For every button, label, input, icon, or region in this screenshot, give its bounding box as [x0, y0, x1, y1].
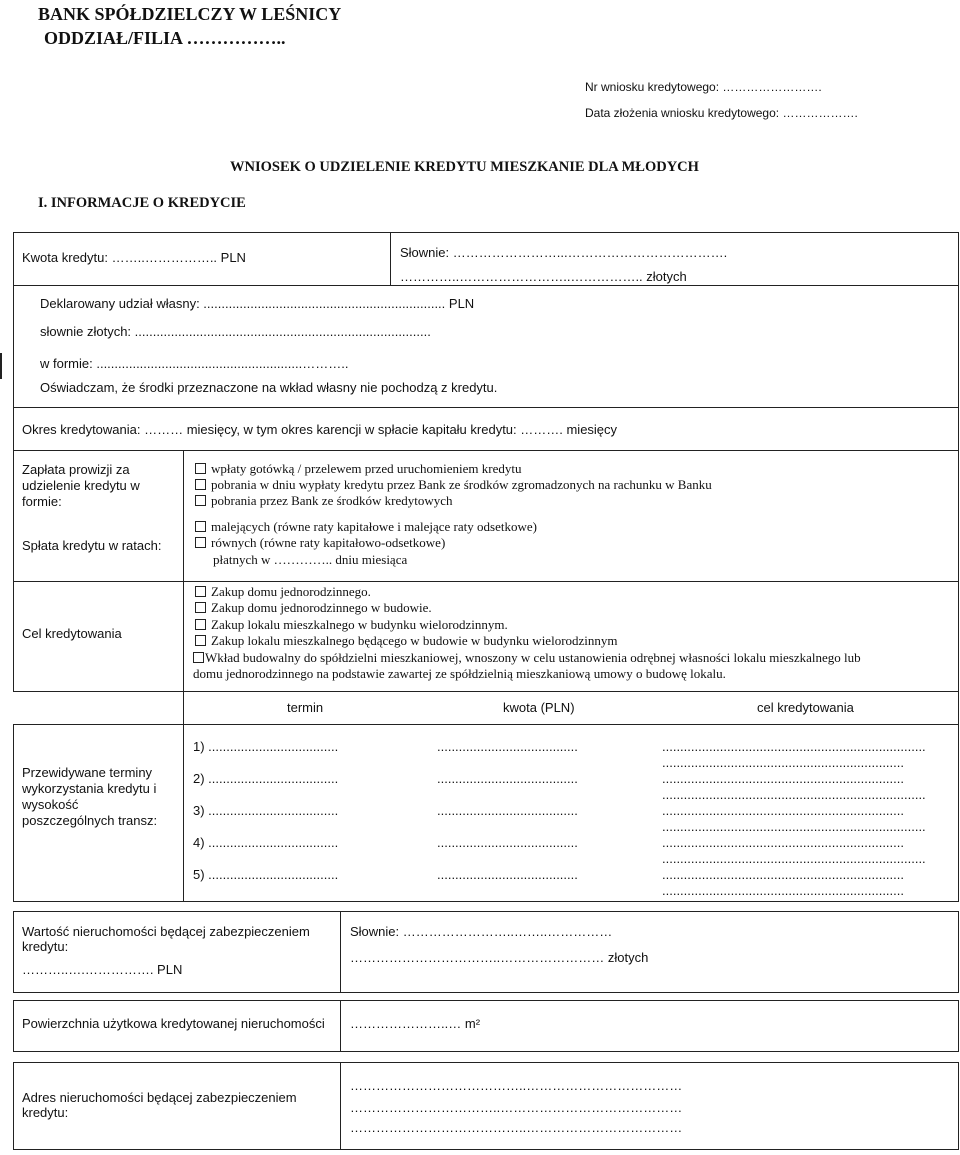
- tranche-term-1[interactable]: 1) ....................................: [193, 739, 339, 754]
- tranche-goal-line[interactable]: ...................................................................: [662, 771, 904, 786]
- branch-name: ODDZIAŁ/FILIA ……………..: [44, 28, 286, 48]
- tranche-term-4[interactable]: 4) ....................................: [193, 835, 339, 850]
- col-termin: termin: [287, 700, 324, 715]
- tranches-label: Przewidywane terminy wykorzystania kredytu i wysokość poszczególnych transz:: [22, 765, 158, 828]
- checkbox-icon[interactable]: [195, 602, 206, 613]
- tranche-goal-line[interactable]: .........................................................................: [662, 739, 926, 754]
- checkbox-icon[interactable]: [195, 586, 206, 597]
- purpose-option-apartment[interactable]: [195, 617, 508, 633]
- tranche-term-2[interactable]: 2) ....................................: [193, 771, 339, 786]
- address-line-2[interactable]: ……………………………..……………………………………: [350, 1100, 683, 1115]
- tranche-goal-line[interactable]: .........................................................................: [662, 787, 926, 802]
- checkbox-icon[interactable]: [195, 495, 206, 506]
- checkbox-icon[interactable]: [195, 463, 206, 474]
- purpose-option-house-construction[interactable]: [195, 600, 432, 616]
- property-value-label: Wartość nieruchomości będącej zabezpieczeniem kredytu:: [22, 924, 310, 954]
- address-line-1[interactable]: …………………………………..………………………………: [350, 1078, 683, 1093]
- tranche-goal-line[interactable]: ...................................................................: [662, 803, 904, 818]
- credit-period[interactable]: Okres kredytowania: ……… miesięcy, w tym okres karencji w spłacie kapitału kredytu: ………. miesięcy: [22, 422, 618, 437]
- checkbox-icon[interactable]: [195, 619, 206, 630]
- purpose-label: Cel kredytowania: [22, 626, 122, 641]
- area-label: Powierzchnia użytkowa kredytowanej nieruchomości: [22, 1016, 325, 1031]
- option-label: pobrania w dniu wypłaty kredytu przez Bank ze środków zgromadzonych na rachunku w Banku: [211, 477, 712, 492]
- option-label: Zakup domu jednorodzinnego w budowie.: [211, 600, 432, 615]
- tranche-amount-3[interactable]: .......................................: [437, 803, 578, 818]
- own-funds-declaration: Oświadczam, że środki przeznaczone na wkład własny nie pochodzą z kredytu.: [40, 380, 498, 395]
- repayment-option-decreasing[interactable]: [195, 519, 537, 535]
- commission-option-credit[interactable]: [195, 493, 453, 509]
- checkbox-icon[interactable]: [195, 479, 206, 490]
- tranche-goal-line[interactable]: .........................................................................: [662, 819, 926, 834]
- commission-label: Zapłata prowizji za udzielenie kredytu w formie:: [22, 462, 140, 509]
- repayment-option-equal[interactable]: [195, 535, 445, 551]
- option-label: równych (równe raty kapitałowo-odsetkowe): [211, 535, 446, 550]
- section-title: I. INFORMACJE O KREDYCIE: [38, 195, 246, 211]
- own-share-words[interactable]: słownie złotych: ..................................................................................: [40, 324, 431, 339]
- col-kwota: kwota (PLN): [503, 700, 575, 715]
- tranche-goal-line[interactable]: ...................................................................: [662, 883, 904, 898]
- tranche-goal-line[interactable]: ...................................................................: [662, 755, 904, 770]
- purpose-option-cooperative-cont: domu jednorodzinnego na podstawie zawartej ze spółdzielnią mieszkaniową umowy o budowę lokalu.: [193, 666, 726, 681]
- option-label: Wkład budowalny do spółdzielni mieszkaniowej, wnoszony w celu ustanowienia odrębnej własności lokalu mieszkalnego lub: [205, 650, 861, 665]
- option-label: Zakup domu jednorodzinnego.: [211, 584, 371, 599]
- col-cel: cel kredytowania: [757, 700, 854, 715]
- option-label: wpłaty gotówką / przelewem przed uruchomieniem kredytu: [211, 461, 522, 476]
- checkbox-icon[interactable]: [195, 635, 206, 646]
- application-number: Nr wniosku kredytowego: …………………….: [585, 80, 822, 94]
- tranche-goal-line[interactable]: ...................................................................: [662, 867, 904, 882]
- tranche-amount-2[interactable]: .......................................: [437, 771, 578, 786]
- tranche-amount-4[interactable]: .......................................: [437, 835, 578, 850]
- option-label: malejących (równe raty kapitałowe i malejące raty odsetkowe): [211, 519, 537, 534]
- bank-name: BANK SPÓŁDZIELCZY W LEŚNICY: [38, 4, 342, 24]
- credit-amount[interactable]: Kwota kredytu: ……..…………….. PLN: [22, 250, 246, 265]
- area-value[interactable]: [350, 1016, 480, 1031]
- address-label: Adres nieruchomości będącej zabezpieczeniem kredytu:: [22, 1090, 297, 1120]
- property-value-words[interactable]: Słownie: ……………………..……..……………: [350, 924, 613, 939]
- tranche-term-5[interactable]: 5) ....................................: [193, 867, 339, 882]
- option-label: Zakup lokalu mieszkalnego w budynku wielorodzinnym.: [211, 617, 508, 632]
- own-share[interactable]: Deklarowany udział własny: ................................................................... PLN: [40, 296, 475, 311]
- purpose-option-house[interactable]: [195, 584, 371, 600]
- commission-option-cash[interactable]: [195, 461, 521, 477]
- credit-amount-words-2[interactable]: …………..……………………..…………….. złotych: [400, 269, 687, 284]
- option-label: pobrania przez Bank ze środków kredytowych: [211, 493, 453, 508]
- credit-amount-words[interactable]: Słownie: ……………………...……………………………….: [400, 245, 728, 260]
- checkbox-icon[interactable]: [195, 521, 206, 532]
- repayment-label: Spłata kredytu w ratach:: [22, 538, 162, 553]
- tranche-amount-1[interactable]: .......................................: [437, 739, 578, 754]
- tranche-goal-line[interactable]: ...................................................................: [662, 835, 904, 850]
- repayment-day[interactable]: płatnych w ………….. dniu miesiąca: [213, 552, 408, 567]
- commission-option-account[interactable]: [195, 477, 712, 493]
- purpose-option-apartment-construction[interactable]: [195, 633, 618, 649]
- form-title: WNIOSEK O UDZIELENIE KREDYTU MIESZKANIE DLA MŁODYCH: [230, 159, 699, 175]
- purpose-option-cooperative[interactable]: [193, 650, 861, 666]
- tranche-term-3[interactable]: 3) ....................................: [193, 803, 339, 818]
- checkbox-icon[interactable]: [195, 537, 206, 548]
- property-value-amount[interactable]: ………..….……………. PLN: [22, 962, 183, 977]
- address-line-3[interactable]: …………………………………..………………………………: [350, 1120, 683, 1135]
- area-unit: m²: [464, 1016, 481, 1031]
- own-share-form[interactable]: w formie: .........................................................………..: [40, 356, 349, 371]
- option-label: Zakup lokalu mieszkalnego będącego w budowie w budynku wielorodzinnym: [211, 633, 618, 648]
- tranche-goal-line[interactable]: .........................................................................: [662, 851, 926, 866]
- tranche-amount-5[interactable]: .......................................: [437, 867, 578, 882]
- area-value-text: …………………..…: [350, 1016, 462, 1031]
- checkbox-icon[interactable]: [193, 652, 204, 663]
- property-value-words-2[interactable]: ……………………………..…………………… złotych: [350, 950, 649, 965]
- application-date: Data złożenia wniosku kredytowego: ……………….: [585, 106, 858, 120]
